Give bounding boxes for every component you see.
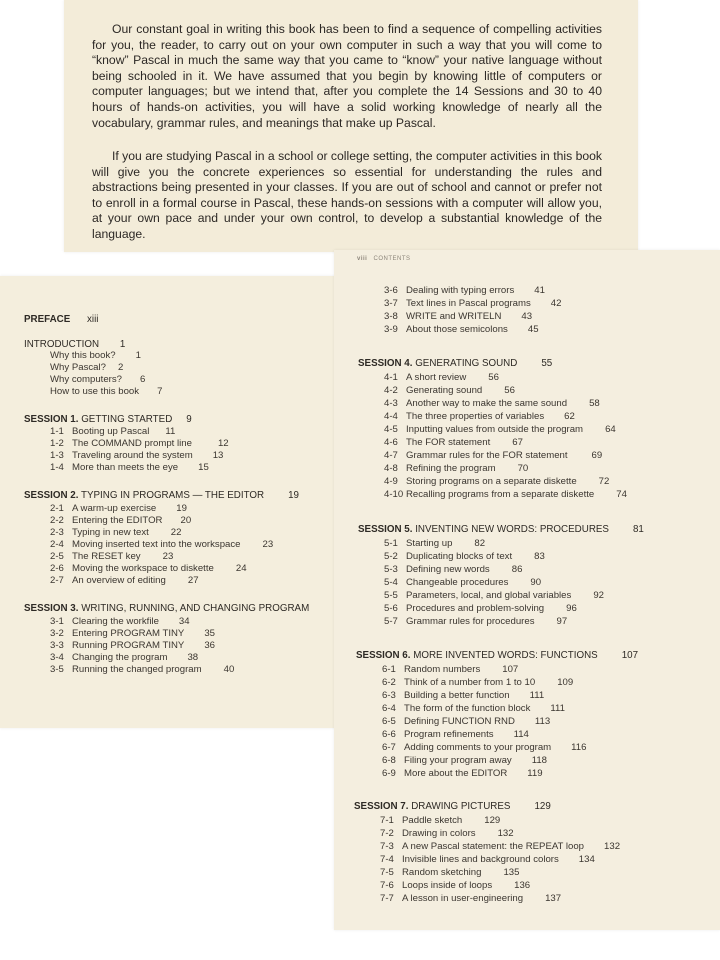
toc-item-title: A warm-up exercise <box>72 503 157 514</box>
toc-item <box>382 729 529 740</box>
toc-item-number: 4-6 <box>384 437 398 448</box>
toc-item-title: Another way to make the same sound <box>406 398 568 409</box>
toc-item-number: 2-6 <box>50 563 64 574</box>
toc-item-page: 58 <box>589 398 600 409</box>
toc-item-number: 6-7 <box>382 742 396 753</box>
toc-session-title: INVENTING NEW WORDS: PROCEDURES <box>415 524 609 535</box>
toc-item-title: Duplicating blocks of text <box>406 551 513 562</box>
toc-item-title: The RESET key <box>72 551 141 562</box>
toc-item-title: More than meets the eye <box>72 462 179 473</box>
toc-item-page: 23 <box>262 539 274 550</box>
toc-item-title: Random sketching <box>402 867 482 878</box>
toc-item-page: 19 <box>176 503 187 514</box>
toc-item-page: 82 <box>474 538 486 549</box>
toc-item-title: Entering PROGRAM TINY <box>72 628 185 639</box>
toc-item-number: 5-7 <box>384 616 398 627</box>
toc-session-label: SESSION 5. <box>358 524 413 535</box>
toc-session-label: SESSION 7. <box>354 801 409 812</box>
toc-item-number: 4-7 <box>384 450 398 461</box>
toc-item-title: Generating sound <box>406 385 483 396</box>
toc-item-number: 6-8 <box>382 755 396 766</box>
toc-item <box>382 755 547 766</box>
toc-item-number: 6-5 <box>382 716 396 727</box>
toc-item-page: 90 <box>530 577 542 588</box>
toc-item-title: Storing programs on a separate diskette <box>406 476 577 487</box>
toc-item-title: Program refinements <box>404 729 494 740</box>
toc-item-page: 113 <box>534 716 551 727</box>
toc-item <box>50 551 173 562</box>
toc-item-page: 45 <box>527 324 539 335</box>
toc-item <box>380 880 530 891</box>
toc-item-number: 3-9 <box>384 324 398 335</box>
toc-item-page: 43 <box>521 311 533 322</box>
toc-item-number: 4-3 <box>384 398 398 409</box>
toc-item-number: 3-5 <box>50 664 64 675</box>
toc-item-page: 7 <box>157 386 163 397</box>
toc-item-page: 118 <box>531 755 548 766</box>
toc-item <box>382 768 543 779</box>
toc-item-page: 74 <box>616 489 627 500</box>
toc-item-number: 3-1 <box>50 616 64 627</box>
toc-item-page: 69 <box>591 450 603 461</box>
toc-item <box>384 385 515 396</box>
toc-item-page: 96 <box>566 603 577 614</box>
toc-item-title: How to use this book <box>50 386 140 397</box>
toc-item-title: More about the EDITOR <box>404 768 508 779</box>
toc-item-page: 132 <box>497 828 514 839</box>
toc-session-label: SESSION 3. <box>24 603 79 614</box>
toc-item-number: 1-3 <box>50 450 64 461</box>
toc-item-title: Running the changed program <box>72 664 202 675</box>
toc-item-title: Starting up <box>406 538 453 549</box>
toc-item <box>384 603 577 614</box>
toc-item <box>382 716 550 727</box>
toc-item-number: 7-2 <box>380 828 394 839</box>
toc-introduction-entry <box>24 339 125 350</box>
toc-item <box>384 450 602 461</box>
toc-item-page: 111 <box>550 703 565 714</box>
toc-item <box>382 677 573 688</box>
toc-item-number: 3-7 <box>384 298 398 309</box>
toc-item-number: 4-4 <box>384 411 398 422</box>
toc-intro-item <box>50 374 145 385</box>
toc-item-page: 34 <box>178 616 190 627</box>
toc-item-page: 107 <box>502 664 519 675</box>
toc-item-page: 72 <box>598 476 610 487</box>
toc-item <box>50 438 229 449</box>
toc-item-title: Procedures and problem-solving <box>406 603 545 614</box>
toc-item-title: Loops inside of loops <box>402 880 493 891</box>
toc-item-page: 119 <box>527 768 543 779</box>
toc-item <box>384 437 523 448</box>
toc-item-title: Building a better function <box>404 690 510 701</box>
toc-session-title: WRITING, RUNNING, AND CHANGING PROGRAM <box>81 603 310 614</box>
toc-item-number: 3-6 <box>384 285 398 296</box>
toc-session-heading <box>354 801 551 812</box>
toc-item-title: Moving inserted text into the workspace <box>72 539 241 550</box>
toc-session-page: 19 <box>288 490 299 501</box>
toc-item <box>50 563 247 574</box>
toc-item-title: Traveling around the system <box>72 450 193 461</box>
toc-item-title: Changeable procedures <box>406 577 509 588</box>
toc-item <box>384 551 545 562</box>
toc-item <box>382 742 586 753</box>
toc-item-number: 3-3 <box>50 640 64 651</box>
toc-item-page: 86 <box>511 564 523 575</box>
toc-item-number: 7-1 <box>380 815 394 826</box>
toc-item-title: Drawing in colors <box>402 828 476 839</box>
toc-item-page: 134 <box>578 854 595 865</box>
toc-item-title: Why Pascal? <box>50 362 106 373</box>
toc-item-number: 5-2 <box>384 551 398 562</box>
toc-session-label: SESSION 6. <box>356 650 411 661</box>
toc-item-title: About those semicolons <box>406 324 508 335</box>
toc-item <box>382 690 544 701</box>
toc-item-title: Entering the EDITOR <box>72 515 163 526</box>
toc-session-label: SESSION 4. <box>358 358 413 369</box>
toc-item <box>384 538 485 549</box>
toc-item-number: 4-1 <box>384 372 398 383</box>
toc-item-title: Think of a number from 1 to 10 <box>404 677 536 688</box>
toc-item <box>50 503 187 514</box>
toc-intro-item <box>50 386 162 397</box>
toc-item-title: Recalling programs from a separate diskette <box>406 489 595 500</box>
toc-item <box>384 311 532 322</box>
toc-item-page: 136 <box>514 880 531 891</box>
toc-item <box>384 489 627 500</box>
toc-item-page: 135 <box>503 867 520 878</box>
toc-item-page: 11 <box>165 426 176 437</box>
toc-preface-page: xiii <box>87 314 99 325</box>
toc-item-title: Grammar rules for procedures <box>406 616 535 627</box>
toc-introduction-label: INTRODUCTION <box>24 339 100 350</box>
toc-item-page: 129 <box>484 815 501 826</box>
toc-item <box>384 411 575 422</box>
toc-item-title: A new Pascal statement: the REPEAT loop <box>402 841 585 852</box>
toc-item-title: Grammar rules for the FOR statement <box>406 450 568 461</box>
toc-item-page: 38 <box>187 652 199 663</box>
toc-session-page: 9 <box>186 414 192 425</box>
toc-item-number: 3-2 <box>50 628 64 639</box>
toc-item-title: Dealing with typing errors <box>406 285 515 296</box>
toc-item-title: The FOR statement <box>406 437 491 448</box>
toc-item-title: Random numbers <box>404 664 481 675</box>
toc-item-page: 1 <box>135 350 141 361</box>
preface-paragraph-2: If you are studying Pascal in a school or college setting, the computer activities in this book will give you the concrete experiences so essential for understanding the rules and abstractions being presented in your classes. If you are out of school and cannot or prefer not to enroll in a formal course in Pascal, these hands-on sessions with a computer will allow you, at your own pace and under your own control, to develop a substantial knowledge of the language. <box>92 149 602 241</box>
toc-item <box>380 841 620 852</box>
toc-item-page: 64 <box>605 424 616 435</box>
toc-session-title: DRAWING PICTURES <box>411 801 511 812</box>
toc-item-number: 1-4 <box>50 462 64 473</box>
toc-item-title: Adding comments to your program <box>404 742 552 753</box>
toc-item <box>384 324 539 335</box>
toc-item-title: The COMMAND prompt line <box>72 438 192 449</box>
toc-item <box>50 527 181 538</box>
toc-item-page: 42 <box>550 298 562 309</box>
toc-item-number: 7-4 <box>380 854 394 865</box>
toc-item-title: Defining new words <box>406 564 490 575</box>
toc-item-page: 12 <box>217 438 229 449</box>
toc-item-number: 5-6 <box>384 603 398 614</box>
running-head <box>357 256 411 262</box>
toc-item-page: 67 <box>512 437 523 448</box>
toc-item <box>384 298 561 309</box>
toc-item-page: 137 <box>545 893 562 904</box>
toc-item-page: 97 <box>556 616 568 627</box>
toc-item-page: 40 <box>223 664 235 675</box>
toc-session-heading <box>358 524 644 535</box>
toc-item <box>50 539 273 550</box>
toc-item-title: Parameters, local, and global variables <box>406 590 572 601</box>
toc-session-heading <box>24 414 192 425</box>
toc-item-page: 83 <box>534 551 545 562</box>
toc-item-page: 41 <box>534 285 545 296</box>
toc-item-title: Moving the workspace to diskette <box>72 563 214 574</box>
toc-item-number: 2-1 <box>50 503 64 514</box>
toc-item-title: An overview of editing <box>72 575 166 586</box>
toc-item-number: 6-4 <box>382 703 396 714</box>
toc-session-page: 55 <box>541 358 553 369</box>
toc-item <box>50 575 199 586</box>
toc-session-page: 107 <box>621 650 639 661</box>
toc-intro-item <box>50 350 141 361</box>
toc-item-number: 2-3 <box>50 527 64 538</box>
toc-item-page: 20 <box>180 515 192 526</box>
toc-item-page: 15 <box>198 462 209 473</box>
toc-item <box>384 372 499 383</box>
toc-item-title: Running PROGRAM TINY <box>72 640 185 651</box>
toc-session-label: SESSION 2. <box>24 490 79 501</box>
toc-item-number: 4-9 <box>384 476 398 487</box>
toc-item-number: 2-5 <box>50 551 64 562</box>
toc-item-title: Paddle sketch <box>402 815 463 826</box>
toc-item-title: A lesson in user-engineering <box>402 893 524 904</box>
toc-item-title: Inputting values from outside the program <box>406 424 584 435</box>
toc-item-title: The three properties of variables <box>406 411 545 422</box>
toc-item-number: 3-8 <box>384 311 398 322</box>
toc-item-number: 7-6 <box>380 880 394 891</box>
toc-item-number: 6-9 <box>382 768 396 779</box>
toc-item-page: 56 <box>504 385 515 396</box>
toc-item-page: 116 <box>571 742 587 753</box>
toc-item-number: 5-1 <box>384 538 398 549</box>
toc-item <box>384 285 545 296</box>
toc-item-number: 6-1 <box>382 664 396 675</box>
toc-item-number: 5-3 <box>384 564 398 575</box>
toc-introduction-page: 1 <box>119 339 126 350</box>
toc-item-number: 2-2 <box>50 515 64 526</box>
toc-item <box>384 476 609 487</box>
toc-item-title: Refining the program <box>406 463 496 474</box>
toc-item-number: 3-4 <box>50 652 64 663</box>
toc-item-number: 6-6 <box>382 729 396 740</box>
toc-item-page: 23 <box>162 551 174 562</box>
toc-item-number: 4-2 <box>384 385 398 396</box>
toc-item-number: 2-7 <box>50 575 64 586</box>
toc-item-page: 114 <box>513 729 529 740</box>
running-head-page: viii <box>357 256 368 262</box>
toc-item <box>380 867 519 878</box>
toc-session-label: SESSION 1. <box>24 414 79 425</box>
toc-item-page: 6 <box>139 374 146 385</box>
toc-item-number: 5-5 <box>384 590 398 601</box>
toc-preface-entry <box>24 314 98 325</box>
toc-item-title: Clearing the workfile <box>72 616 159 627</box>
toc-item <box>384 577 541 588</box>
toc-item-number: 7-3 <box>380 841 394 852</box>
preface-paragraph-1: Our constant goal in writing this book has been to find a sequence of compelling activities for you, the reader, to carry out on your own computer in such a way that you will come to “know” Pascal in much the same way that you came to “know” your native language without being schooled in it. We have assumed that you begin by knowing little of computers or computer languages; but we intend that, after you complete the 14 Sessions and 30 to 40 hours of hands-on activities, you will have a solid working knowledge of nearly all the vocabulary, grammar rules, and meanings that make up Pascal. <box>92 22 602 130</box>
toc-item-number: 6-3 <box>382 690 396 701</box>
toc-item-page: 22 <box>170 527 182 538</box>
toc-item-number: 2-4 <box>50 539 64 550</box>
toc-item-page: 109 <box>557 677 574 688</box>
toc-item-title: Text lines in Pascal programs <box>406 298 531 309</box>
toc-item <box>384 616 567 627</box>
toc-item-page: 92 <box>593 590 604 601</box>
toc-item <box>382 703 565 714</box>
toc-item <box>50 640 215 651</box>
toc-session-heading <box>358 358 552 369</box>
toc-item <box>50 652 198 663</box>
toc-item-number: 1-1 <box>50 426 64 437</box>
toc-preface-label: PREFACE <box>24 314 71 325</box>
toc-session-title: GETTING STARTED <box>81 414 173 425</box>
toc-item <box>50 426 175 437</box>
toc-item-page: 62 <box>564 411 575 422</box>
toc-item-number: 5-4 <box>384 577 398 588</box>
toc-item-number: 4-10 <box>384 489 404 500</box>
toc-item-page: 27 <box>187 575 199 586</box>
toc-item-page: 2 <box>117 362 124 373</box>
toc-item-page: 35 <box>204 628 215 639</box>
toc-item-page: 70 <box>517 463 529 474</box>
toc-item-page: 24 <box>235 563 247 574</box>
toc-item <box>380 893 561 904</box>
toc-item <box>50 664 234 675</box>
toc-session-title: TYPING IN PROGRAMS — THE EDITOR <box>81 490 265 501</box>
toc-item <box>384 424 616 435</box>
toc-item-number: 4-8 <box>384 463 398 474</box>
toc-item-number: 7-5 <box>380 867 394 878</box>
toc-item <box>380 854 595 865</box>
toc-item <box>384 590 604 601</box>
toc-item <box>384 463 528 474</box>
running-head-title: CONTENTS <box>373 256 411 262</box>
toc-item-title: WRITE and WRITELN <box>406 311 502 322</box>
toc-item-title: Changing the program <box>72 652 168 663</box>
toc-item-number: 1-2 <box>50 438 64 449</box>
toc-item <box>380 828 514 839</box>
toc-item <box>382 664 518 675</box>
toc-session-page: 129 <box>534 801 551 812</box>
toc-item <box>50 628 215 639</box>
toc-item-page: 132 <box>604 841 621 852</box>
toc-session-title: MORE INVENTED WORDS: FUNCTIONS <box>413 650 598 661</box>
toc-item <box>380 815 500 826</box>
toc-item <box>50 450 223 461</box>
toc-session-heading <box>356 650 638 661</box>
toc-item-page: 111 <box>529 690 545 701</box>
toc-item-title: Why computers? <box>50 374 122 385</box>
toc-item-title: Defining FUNCTION RND <box>404 716 515 727</box>
toc-item-title: Typing in new text <box>72 527 149 538</box>
toc-item-page: 56 <box>488 372 499 383</box>
toc-item-title: Why this book? <box>50 350 116 361</box>
toc-item-number: 7-7 <box>380 893 394 904</box>
toc-item <box>384 564 522 575</box>
toc-item-number: 6-2 <box>382 677 396 688</box>
toc-item-number: 4-5 <box>384 424 398 435</box>
toc-item-page: 36 <box>204 640 215 651</box>
toc-item <box>50 462 209 473</box>
toc-item-title: Filing your program away <box>404 755 512 766</box>
toc-item-title: A short review <box>406 372 467 383</box>
toc-session-heading <box>24 490 299 501</box>
toc-session-title: GENERATING SOUND <box>415 358 518 369</box>
toc-intro-item <box>50 362 123 373</box>
toc-item-title: Booting up Pascal <box>72 426 150 437</box>
toc-item <box>50 515 191 526</box>
toc-session-page: 81 <box>632 524 644 535</box>
toc-session-heading <box>24 603 309 614</box>
toc-item <box>50 616 190 627</box>
toc-item-page: 13 <box>212 450 224 461</box>
toc-item-title: Invisible lines and background colors <box>402 854 559 865</box>
toc-item <box>384 398 600 409</box>
toc-item-title: The form of the function block <box>404 703 531 714</box>
